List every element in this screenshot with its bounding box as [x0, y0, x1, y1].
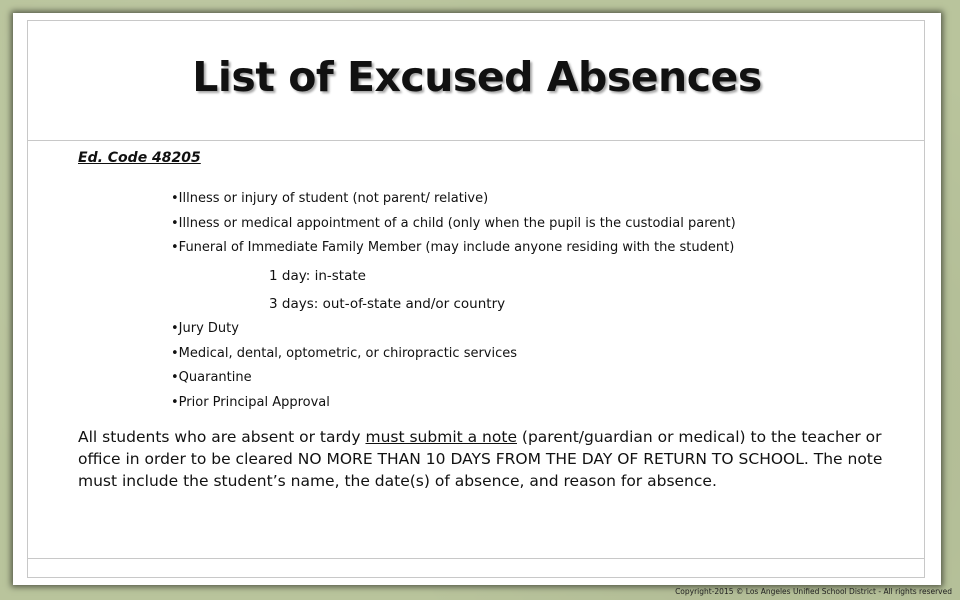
bullet-text: Illness or injury of student (not parent/ relative): [178, 191, 489, 206]
bullet-mark: •: [171, 370, 179, 385]
ed-code-heading: Ed. Code 48205: [78, 150, 201, 166]
slide-card: [13, 13, 941, 585]
funeral-detail-outofstate: 3 days: out-of-state and/or country: [269, 296, 506, 312]
bullet-text: Quarantine: [178, 370, 252, 385]
bullet-item: [171, 216, 736, 231]
bullet-item: [171, 395, 330, 410]
slide-content: [13, 13, 941, 585]
bullet-mark: •: [171, 321, 179, 336]
submission-note-paragraph: [78, 426, 888, 492]
bullet-text: Medical, dental, optometric, or chiropractic services: [178, 346, 518, 361]
bullet-item: [171, 321, 239, 336]
paragraph-underlined: must submit a note: [365, 428, 517, 446]
bullet-mark: •: [171, 395, 179, 410]
bullet-mark: •: [171, 240, 179, 255]
bullet-mark: •: [171, 346, 179, 361]
bullet-item: [171, 191, 488, 206]
paragraph-part1: All students who are absent or tardy: [78, 428, 366, 446]
funeral-detail-instate: 1 day: in-state: [269, 268, 366, 284]
paragraph-part2: (parent/guardian or medical) to the teacher or office in order to be cleared NO MORE THAN 10 DAYS FROM THE DAY OF RETURN TO SCHOOL. The note must include the student’s name, the date(s) of absence, and reason for absence.: [78, 428, 883, 490]
bullet-mark: •: [171, 191, 179, 206]
bullet-mark: •: [171, 216, 179, 231]
bullet-text: Jury Duty: [178, 321, 239, 336]
bullet-item: [171, 370, 252, 385]
bullet-item: [171, 240, 734, 255]
bullet-text: Funeral of Immediate Family Member (may include anyone residing with the student): [178, 240, 735, 255]
page-title: List of Excused Absences: [192, 53, 762, 101]
copyright-notice: Copyright-2015 © Los Angeles Unified School District - All rights reserved: [675, 587, 952, 596]
bullet-text: Illness or medical appointment of a child (only when the pupil is the custodial parent): [178, 216, 736, 231]
bullet-text: Prior Principal Approval: [178, 395, 330, 410]
bullet-item: [171, 346, 517, 361]
